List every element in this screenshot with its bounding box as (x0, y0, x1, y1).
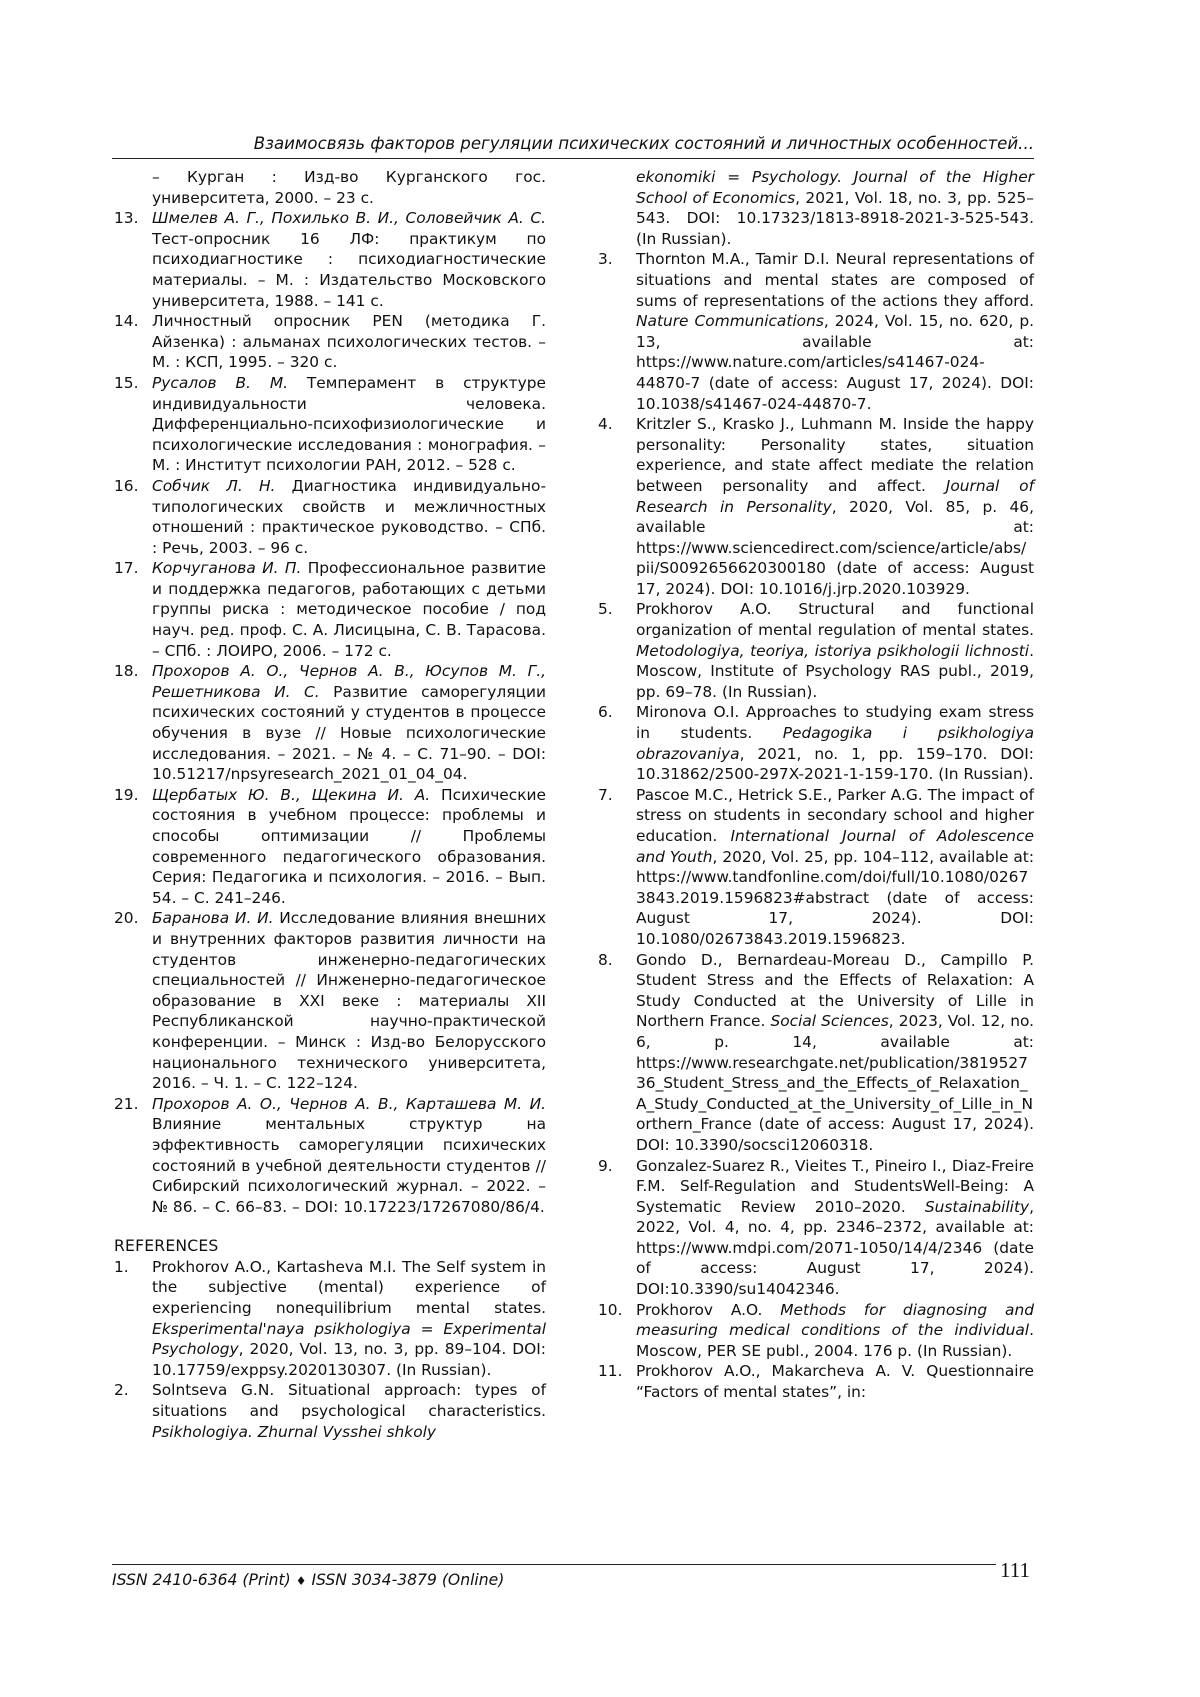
reference-body: Gondo D., Bernardeau-Moreau D., Campillo P. Student Stress and the Effects of Relaxation: A Study Conducted at the University of Lille in Northern France. (636, 950, 1034, 1031)
footer-issn (112, 1570, 504, 1591)
reference-item (598, 1156, 1034, 1300)
reference-text (636, 1361, 1034, 1402)
reference-continuation (114, 167, 546, 208)
reference-text (152, 373, 546, 476)
reference-body: Thornton M.A., Tamir D.I. Neural representations of situations and mental states are composed of sums of representations of the actions they afford. (636, 250, 1034, 310)
reference-item (598, 950, 1034, 1156)
references-heading: REFERENCES (114, 1237, 219, 1256)
reference-item (598, 1361, 1034, 1402)
reference-item (114, 661, 546, 785)
reference-authors: Русалов В. М. (152, 373, 289, 392)
reference-number: 4. (598, 415, 613, 434)
reference-text (598, 167, 1034, 249)
reference-text (636, 599, 1034, 702)
reference-text (152, 661, 546, 785)
reference-source: Social Sciences (770, 1012, 889, 1031)
reference-source: Journal of Research in Personality (636, 476, 1034, 516)
reference-body: Prokhorov A.O., Makarcheva A. V. Questionnaire “Factors of mental states”, in: (636, 1362, 1034, 1402)
reference-number: 3. (598, 250, 613, 269)
reference-details: , 2020, Vol. 13, no. 3, pp. 89–104. DOI: 10.17759/exppsy.2020130307. (In Russian). (152, 1340, 546, 1379)
reference-item (114, 476, 546, 558)
reference-details: , 2020, Vol. 25, pp. 104–112, available at: https://www.tandfonline.com/doi/full/10.1080/02673843.2019.1596823#abstract (date of access: August 17, 2024). DOI: 10.1080/02673843.2019.1596823. (636, 847, 1035, 948)
reference-body: Kritzler S., Krasko J., Luhmann M. Inside the happy personality: Personality states, situation experience, and state affect mediate the relation between personality and affect. (636, 415, 1034, 495)
reference-number: 13. (114, 209, 139, 228)
reference-number: 7. (598, 785, 613, 804)
reference-body: Pascoe M.C., Hetrick S.E., Parker A.G. The impact of stress on students in secondary school and higher education. (636, 785, 1034, 845)
reference-body: Развитие саморегуляции психических состояний у студентов в процессе обучения в вузе // Новые психологические исследования. – 2021. – № 4. – С. 71–90. – DOI: 10.51217/npsyresearch_2021_01_04_04. (152, 682, 546, 784)
reference-details: . Moscow, Institute of Psychology RAS publ., 2019, pp. 69–78. (In Russian). (636, 641, 1034, 701)
reference-source: International Journal of Adolescence and Youth (636, 827, 1034, 866)
reference-body: Диагностика индивидуально-типологических свойств и межличностных отношений : практическое руководство. – СПб. : Речь, 2003. – 96 с. (152, 476, 546, 557)
reference-number: 18. (114, 662, 139, 681)
reference-text (152, 1257, 546, 1381)
reference-text (636, 950, 1034, 1156)
reference-number: 20. (114, 909, 139, 928)
reference-source: ekonomiki = Psychology. Journal of the Higher School of Economics (636, 168, 1034, 207)
footer-rule (112, 1564, 996, 1565)
reference-body: Исследование влияния внешних и внутренних факторов развития личности на студентов инженерно-педагогических специальностей // Инженерно-педагогическое образование в XXI веке : материалы XII Республиканской научно-практической конференции. – Минск : Изд-во Белорусского национального технического университета, 2016. – Ч. 1. – С. 122–124. (152, 909, 546, 1093)
running-head-title: Взаимосвязь факторов регуляции психических состояний и личностных особенностей... (253, 134, 1034, 153)
reference-authors: Шмелев А. Г., Похилько В. И., Соловейчик А. С. (152, 209, 546, 228)
reference-number: 14. (114, 312, 139, 331)
reference-body: Prokhorov A.O. Structural and functional organization of mental regulation of mental states. (636, 600, 1034, 640)
reference-body: Профессиональное развитие и поддержка педагогов, работающих с детьми группы риска : методическое пособие / под науч. ред. проф. С. А. Лисицына, С. В. Тарасова. – СПб. : ЛОИРО, 2006. – 172 с. (152, 559, 546, 660)
reference-item (114, 1094, 546, 1218)
reference-text: – Курган : Изд-во Курганского гос. университета, 2000. – 23 с. (152, 168, 546, 207)
reference-item (114, 311, 546, 373)
reference-body: Gonzalez-Suarez R., Vieites T., Pineiro I., Diaz-Freire F.M. Self-Regulation and StudentsWell-Being: A Systematic Review 2010–2020. (636, 1156, 1034, 1216)
reference-item (598, 1300, 1034, 1362)
reference-details: , 2024, Vol. 15, no. 620, p. 13, available at: https://www.nature.com/articles/s41467-024-44870-7 (date of access: August 17, 2024). DOI: 10.1038/s41467-024-44870-7. (636, 312, 1035, 413)
reference-body: Mironova O.I. Approaches to studying exam stress in students. (636, 703, 1034, 743)
reference-authors: Прохоров А. О., Чернов А. В., Юсупов М. Г., Решетникова И. С. (152, 662, 546, 701)
reference-details: , 2021, no. 1, pp. 159–170. DOI: 10.31862/2500-297X-2021-1-159-170. (In Russian). (636, 744, 1034, 784)
reference-number: 9. (598, 1156, 613, 1175)
reference-number: 19. (114, 785, 139, 804)
reference-item (598, 414, 1034, 599)
reference-text (636, 1156, 1034, 1300)
reference-details: , 2023, Vol. 12, no. 6, p. 14, available at: https://www.researchgate.net/publication/381952736_Student_Stress_and_the_Effects_of_Relaxation_A_Study_Conducted_at_the_University_of_Lille_in_Northern_France (date of access: August 17, 2024). DOI: 10.3390/socsci12060318. (636, 1012, 1034, 1154)
header-rule (112, 158, 1034, 159)
reference-number: 10. (598, 1300, 623, 1319)
reference-body: Prokhorov A.O., Kartasheva M.I. The Self system in the subjective (mental) experience of experiencing nonequilibrium mental states. (152, 1257, 546, 1318)
reference-details: , 2022, Vol. 4, no. 4, pp. 2346–2372, available at: https://www.mdpi.com/2071-1050/14/4/2346 (date of access: August 17, 2024). DOI:10.3390/su14042346. (636, 1197, 1034, 1299)
reference-item (114, 373, 546, 476)
reference-body: Тест-опросник 16 ЛФ: практикум по психодиагностике : психодиагностические материалы. – М. : Издательство Московского университета, 1988. – 141 с. (152, 229, 546, 310)
diamond-separator-icon: ♦ (295, 1574, 307, 1588)
reference-source: Pedagogika i psikhologiya obrazovaniya (636, 724, 1035, 763)
reference-source: Methods for diagnosing and measuring medical conditions of the individual (636, 1300, 1034, 1340)
reference-item (598, 599, 1034, 702)
reference-number: 8. (598, 950, 613, 969)
issn-online: ISSN 3034-3879 (Online) (311, 1571, 505, 1589)
reference-item (598, 249, 1034, 414)
reference-number: 2. (114, 1381, 129, 1400)
reference-number: 17. (114, 559, 139, 578)
issn-print: ISSN 2410-6364 (Print) (112, 1571, 291, 1589)
reference-text (636, 249, 1034, 414)
reference-item (114, 558, 546, 661)
reference-authors: Щербатых Ю. В., Щекина И. А. (152, 785, 431, 804)
reference-number: 16. (114, 476, 139, 495)
reference-number: 15. (114, 373, 139, 392)
reference-source: Nature Communications (636, 312, 824, 331)
left-column (114, 167, 546, 1442)
reference-text (636, 785, 1034, 950)
reference-text (152, 476, 546, 558)
reference-text (636, 414, 1034, 599)
reference-body: Темперамент в структуре индивидуальности человека. Дифференциально-психофизиологические и психологические исследования : монография. – М. : Институт психологии РАН, 2012. – 528 с. (152, 373, 546, 475)
reference-source: Eksperimental'naya psikhologiya = Experimental Psychology (152, 1319, 546, 1359)
reference-body: Психические состояния в учебном процессе: проблемы и способы оптимизации // Проблемы современного педагогического образования. Серия: Педагогика и психология. – 2016. – Вып. 54. – С. 241–246. (152, 785, 547, 907)
reference-item (114, 785, 546, 909)
reference-number: 11. (598, 1362, 623, 1381)
reference-body: Solntseva G.N. Situational approach: types of situations and psychological characteristics. (152, 1381, 546, 1421)
reference-text (152, 208, 546, 311)
reference-details: . Moscow, PER SE publ., 2004. 176 p. (In Russian). (636, 1321, 1034, 1360)
reference-text (152, 1094, 546, 1218)
reference-text (152, 311, 546, 373)
reference-number: 5. (598, 600, 613, 619)
reference-item (114, 1257, 546, 1381)
reference-source: Metodologiya, teoriya, istoriya psikhologii lichnosti (636, 641, 1030, 660)
reference-authors: Баранова И. И. (152, 909, 274, 928)
reference-authors: Прохоров А. О., Чернов А. В., Карташева М. И. (152, 1094, 546, 1113)
reference-item (114, 908, 546, 1093)
reference-text (152, 1380, 546, 1442)
reference-item (598, 702, 1034, 784)
reference-text (152, 558, 546, 661)
reference-body: Личностный опросник PEN (методика Г. Айзенка) : альманах психологических тестов. – М. : КСП, 1995. – 320 с. (152, 312, 546, 372)
reference-source: Psikhologiya. Zhurnal Vysshei shkoly (152, 1422, 437, 1441)
reference-item (114, 208, 546, 311)
right-column (598, 167, 1034, 1403)
reference-continuation (598, 167, 1034, 249)
reference-source: Sustainability (924, 1197, 1030, 1216)
reference-item (598, 785, 1034, 950)
reference-body: Prokhorov A.O. (636, 1300, 781, 1319)
page-number: 111 (1000, 1558, 1030, 1582)
reference-number: 6. (598, 703, 613, 722)
reference-text (636, 1300, 1034, 1362)
reference-authors: Собчик Л. Н. (152, 476, 276, 495)
reference-item (114, 1380, 546, 1442)
reference-text (636, 702, 1034, 784)
reference-details: , 2021, Vol. 18, no. 3, pp. 525–543. DOI: 10.17323/1813-8918-2021-3-525-543. (In Russian). (636, 188, 1034, 248)
reference-number: 1. (114, 1257, 129, 1276)
reference-authors: Корчуганова И. П. (152, 559, 302, 578)
reference-text (152, 908, 546, 1093)
reference-body: Влияние ментальных структур на эффективность саморегуляции психических состояний в учебной деятельности студентов // Сибирский психологический журнал. – 2022. – № 86. – С. 66–83. – DOI: 10.17223/17267080/86/4. (152, 1115, 546, 1216)
reference-text (152, 785, 546, 909)
reference-number: 21. (114, 1094, 139, 1113)
reference-details: , 2020, Vol. 85, p. 46, available at: https://www.sciencedirect.com/science/article/abs/pii/S0092656620300180 (date of access: August 17, 2024). DOI: 10.1016/j.jrp.2020.103929. (636, 497, 1034, 598)
